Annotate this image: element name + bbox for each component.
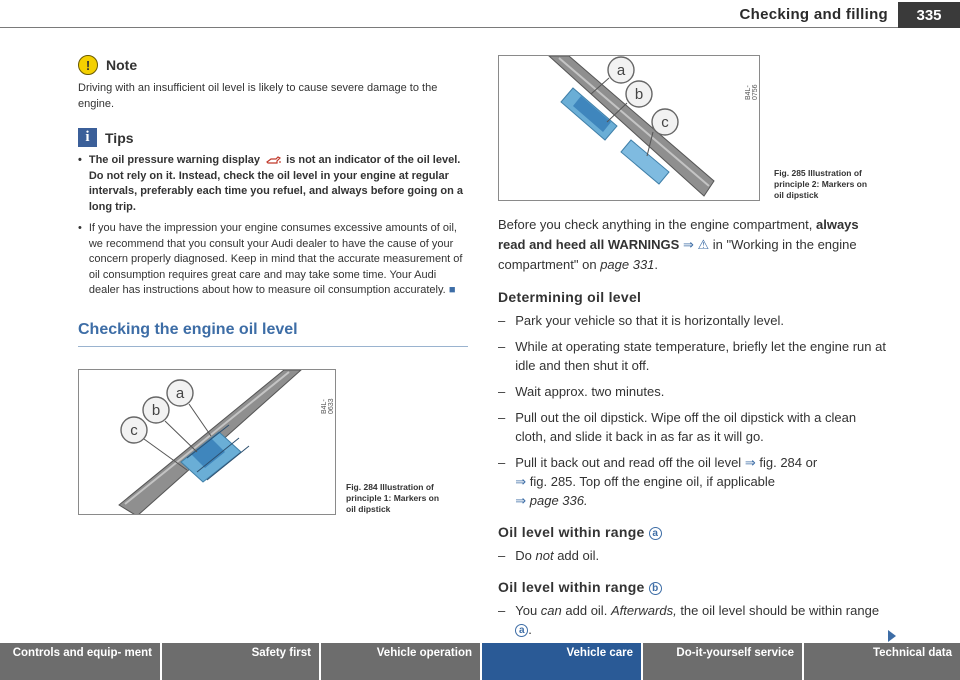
oil-can-icon — [265, 156, 281, 165]
marker-b-badge: b — [649, 582, 662, 595]
intro-text-1: Before you check anything in the engine compartment, — [498, 217, 813, 232]
step-item: – Pull out the oil dipstick. Wipe off the oil dipstick with a clean cloth, and slide it back in as far as it will go. — [498, 408, 888, 446]
page-reference-link[interactable]: page 336. — [529, 493, 588, 508]
figure-marker-b: b — [151, 401, 161, 419]
range-b-heading — [498, 579, 888, 595]
section-heading: Checking the engine oil level — [78, 321, 468, 347]
dipstick-illustration-1 — [79, 370, 336, 515]
intro-warning-bold: always read and heed all WARNINGS — [498, 217, 859, 252]
range-b-item: – You can add oil. Afterwards, the oil level should be within range a . — [498, 603, 880, 637]
figure-code: B4L-0633 — [321, 397, 335, 414]
tips-heading-row — [78, 128, 468, 147]
bullet-dot: • — [78, 154, 82, 166]
range-a-item: – Do not add oil. — [498, 548, 600, 563]
page-reference-link[interactable]: page 331 — [600, 257, 655, 272]
range-b-text-em1: can — [540, 603, 562, 618]
right-column — [498, 55, 888, 646]
range-b-end: . — [528, 622, 532, 637]
step-item: – Pull it back out and read off the oil level ⇒ fig. 284 or ⇒ fig. 285. Top off the engine oil, if applicable ⇒ page 336. — [498, 455, 818, 508]
tab-controls-and-equipment[interactable]: Controls and equip- ment — [0, 643, 160, 680]
range-b-text-pre: You — [515, 603, 538, 618]
range-a-text-post: add oil. — [557, 548, 600, 563]
range-b-text-mid: add oil. — [565, 603, 608, 618]
page-number: 335 — [898, 2, 960, 28]
bullet-dot: • — [78, 222, 82, 234]
figure-marker-a: a — [616, 62, 626, 79]
step-text: Wait approx. two minutes. — [515, 384, 665, 399]
range-a-text-em: not — [535, 548, 554, 563]
tips-heading: Tips — [105, 129, 134, 146]
figure-code: B4L-0756 — [745, 84, 759, 100]
figure-marker-c: c — [130, 421, 138, 439]
step-item: – While at operating state temperature, briefly let the engine run at idle and then shut it off. — [498, 337, 888, 375]
continue-arrow-icon — [888, 630, 896, 642]
figure-285-caption — [774, 168, 867, 201]
marker-a-badge: a — [649, 527, 662, 540]
caption-line: Fig. 284 Illustration of — [346, 481, 434, 492]
caption-line: Fig. 285 Illustration of — [774, 168, 862, 178]
marker-a-badge: a — [515, 624, 528, 637]
figure-284-illustration — [78, 369, 336, 515]
link-arrow: ⇒ — [744, 455, 756, 470]
caption-line: principle 2: Markers on — [774, 179, 868, 189]
tab-vehicle-operation[interactable]: Vehicle operation — [321, 643, 480, 680]
header-rule — [0, 27, 898, 28]
figure-link[interactable]: fig. 284 or — [759, 455, 818, 470]
tab-safety-first[interactable]: Safety first — [162, 643, 319, 680]
caption-line: principle 1: Markers on — [346, 492, 440, 503]
figure-284-caption — [346, 482, 439, 515]
figure-marker-a: a — [175, 384, 185, 402]
intro-end: . — [654, 257, 659, 272]
figure-marker-b: b — [634, 86, 644, 103]
step-item: – Park your vehicle so that it is horizontally level. — [498, 313, 785, 328]
intro-text-2: in "Working in the engine compartment" on — [498, 237, 857, 272]
tab-do-it-yourself-service[interactable]: Do-it-yourself service — [643, 643, 802, 680]
determining-heading: Determining oil level — [498, 289, 642, 305]
page-header-title: Checking and filling — [739, 6, 888, 23]
tab-technical-data[interactable]: Technical data — [804, 643, 960, 680]
exclamation-circle-icon: ! — [78, 55, 98, 75]
range-a-heading — [498, 524, 888, 540]
figure-marker-c: c — [661, 114, 669, 131]
link-arrow: ⇒ — [515, 493, 527, 508]
figure-284 — [78, 369, 466, 515]
step-item: – Wait approx. two minutes. — [498, 384, 665, 399]
figure-285-illustration — [498, 55, 760, 201]
range-a-text-pre: Do — [515, 548, 532, 563]
caption-line: oil dipstick — [774, 190, 819, 200]
left-column — [78, 55, 468, 515]
step-text: Park your vehicle so that it is horizontally level. — [515, 313, 785, 328]
range-b-heading-text: Oil level within range — [498, 579, 645, 595]
dipstick-illustration-2 — [499, 56, 760, 201]
range-b-text-em2: Afterwards, — [610, 603, 677, 618]
note-heading: Note — [106, 57, 138, 73]
figure-285 — [498, 55, 888, 201]
tip-1-text-a: The oil pressure warning display — [88, 154, 261, 166]
footer-nav — [0, 643, 960, 680]
tip-bullet-2 — [78, 221, 468, 299]
figure-link[interactable]: fig. 285. Top off the engine oil, if applicable — [529, 474, 776, 489]
note-heading-row — [78, 55, 468, 75]
step-text: While at operating state temperature, briefly let the engine run at idle and then shut it off. — [515, 339, 886, 373]
tip-1-text-b: is not an indicator of the oil level. Do not rely on it. Instead, check the oil level in your engine at regular intervals, preferably each time you refuel, and always before going on a long trip. — [88, 154, 463, 213]
info-square-icon: i — [78, 128, 97, 147]
end-mark: ■ — [448, 284, 456, 296]
tip-bullet-1 — [78, 153, 468, 215]
range-b-text-post: the oil level should be within range — [680, 603, 880, 618]
caption-line: oil dipstick — [346, 503, 391, 514]
step-text: Pull out the oil dipstick. Wipe off the oil dipstick with a clean cloth, and slide it back in as far as it will go. — [515, 410, 857, 444]
intro-paragraph — [498, 215, 888, 275]
tip-2-text: If you have the impression your engine consumes excessive amounts of oil, we recommend that you consult your Audi dealer to have the cause of your concern properly diagnosed. Keep in mind that the accurate measurement of oil consumption requires great care and may take some time. Your Audi dealer has instructions about how to measure oil consumption accurately. — [88, 222, 463, 296]
tab-vehicle-care[interactable]: Vehicle care — [482, 643, 641, 680]
range-a-heading-text: Oil level within range — [498, 524, 645, 540]
step-text: Pull it back out and read off the oil level — [515, 455, 742, 470]
warning-triangle-icon: ⚠ — [697, 237, 710, 252]
link-arrow: ⇒ — [682, 237, 694, 252]
note-text: Driving with an insufficient oil level is likely to cause severe damage to the engine. — [78, 82, 438, 110]
link-arrow: ⇒ — [515, 474, 527, 489]
